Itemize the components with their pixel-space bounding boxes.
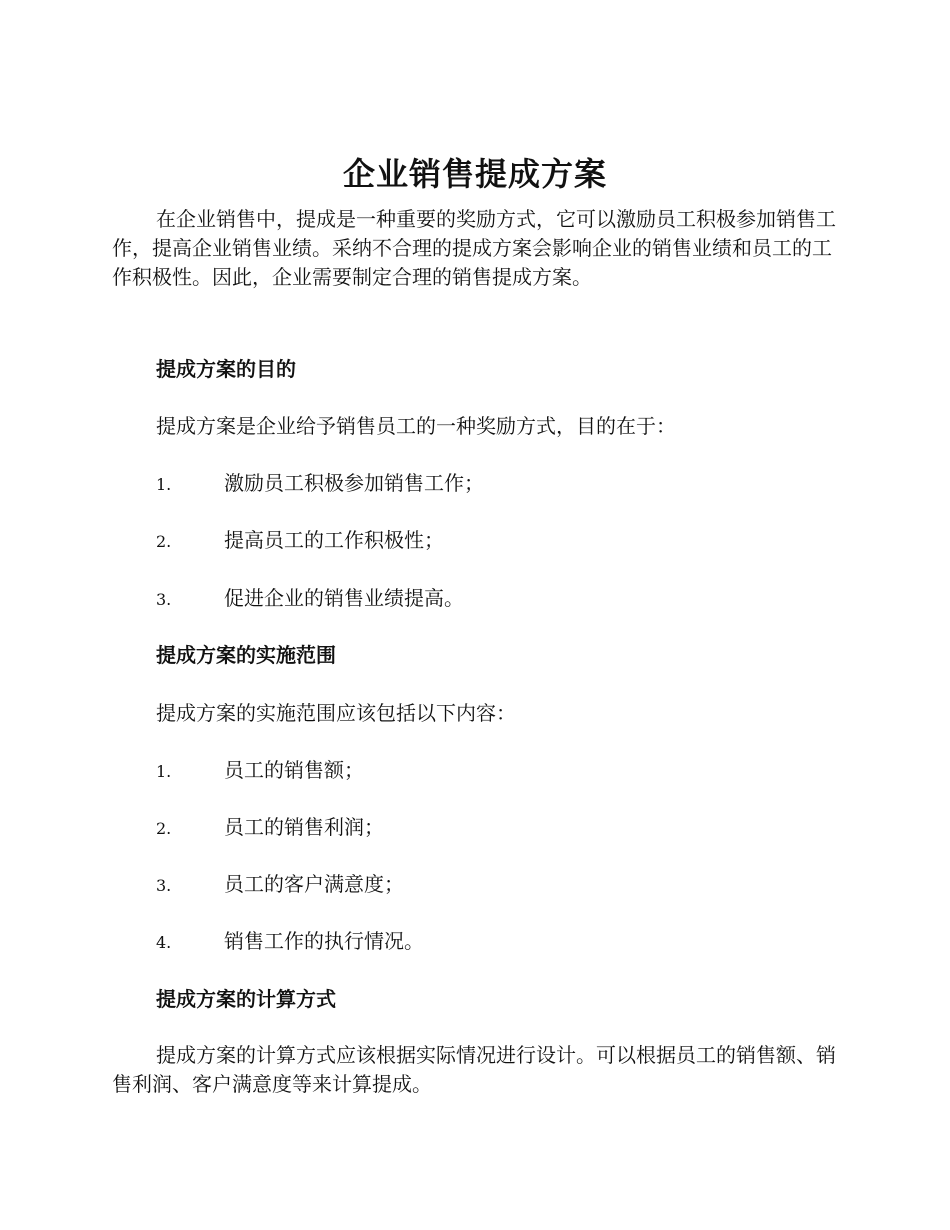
list-item [156,813,384,843]
section-paragraph-calculation: 提成方案的计算方式应该根据实际情况进行设计。可以根据员工的销售额、销售利润、客户满意度等来计算提成。 [112,1043,836,1096]
section-heading-calculation: 提成方案的计算方式 [156,987,336,1011]
list-text: 激励员工积极参加销售工作； [224,471,484,495]
section-heading-purpose: 提成方案的目的 [156,357,296,381]
document-title: 企业销售提成方案 [342,155,607,193]
list-text: 销售工作的执行情况。 [224,929,424,953]
list-number: 1. [156,475,172,494]
list-number: 3. [156,876,172,895]
list-item [156,756,364,786]
list-item [156,870,404,900]
list-number: 2. [156,532,172,551]
list-number: 1. [156,762,172,781]
list-item [156,469,484,499]
list-number: 4. [156,933,172,952]
list-item [156,927,424,957]
section-lead-purpose: 提成方案是企业给予销售员工的一种奖励方式，目的在于： [156,414,676,438]
intro-paragraph: 在企业销售中，提成是一种重要的奖励方式，它可以激励员工积极参加销售工作，提高企业销售业绩。采纳不合理的提成方案会影响企业的销售业绩和员工的工作积极性。因此，企业需要制定合理的销售提成方案。 [112,207,836,289]
section-lead-scope: 提成方案的实施范围应该包括以下内容： [156,701,516,725]
list-number: 2. [156,819,172,838]
section-heading-scope: 提成方案的实施范围 [156,643,336,667]
list-text: 员工的销售利润； [224,815,384,839]
list-item [156,584,464,614]
list-text: 员工的销售额； [224,758,364,782]
list-text: 提高员工的工作积极性； [224,528,444,552]
list-text: 员工的客户满意度； [224,872,404,896]
list-text: 促进企业的销售业绩提高。 [224,586,464,610]
list-item [156,526,444,556]
list-number: 3. [156,590,172,609]
